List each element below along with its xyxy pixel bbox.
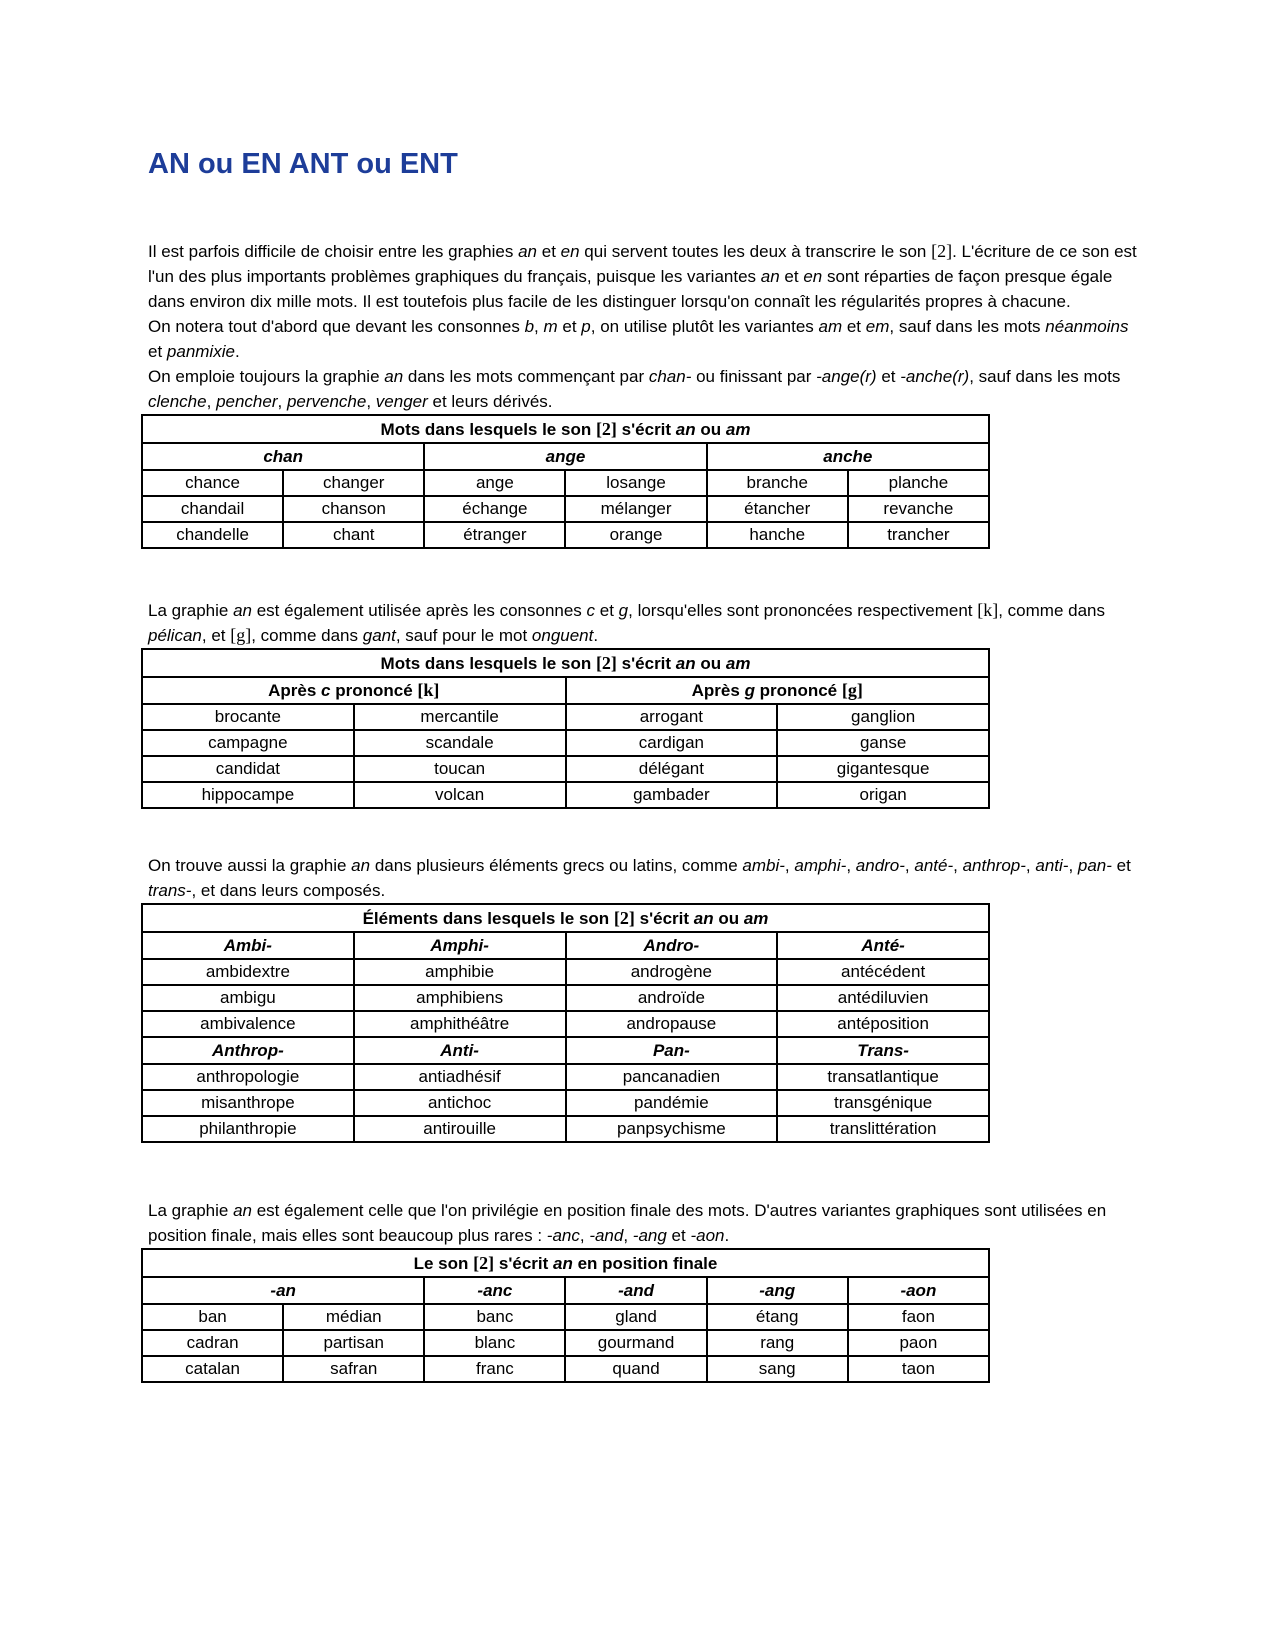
word-cell: ambidextre (142, 959, 354, 985)
word-cell: gambader (566, 782, 778, 808)
data-row (142, 522, 989, 548)
word-cell: antédiluvien (777, 985, 989, 1011)
header-row (142, 443, 989, 470)
italic-text: ange (545, 446, 586, 466)
column-header-cell (848, 1277, 989, 1304)
column-header-cell (566, 932, 778, 959)
word-cell: ambivalence (142, 1011, 354, 1037)
word-cell: cadran (142, 1330, 283, 1356)
text-run: , (277, 392, 287, 411)
text-run: ou (695, 419, 726, 439)
text-run: Le son (413, 1253, 474, 1273)
text-run: et (842, 317, 866, 336)
paragraph-position-finale (148, 1198, 1140, 1248)
italic-text: -anc (477, 1280, 513, 1300)
word-cell: antécédent (777, 959, 989, 985)
column-header-cell (142, 1037, 354, 1064)
italic-text: Anti- (440, 1040, 479, 1060)
italic-text: andro- (855, 856, 905, 875)
word-cell: amphithéâtre (354, 1011, 566, 1037)
italic-text: an (518, 242, 538, 261)
text-run: et (557, 317, 582, 336)
italic-text: -aon (900, 1280, 937, 1300)
data-row (142, 1090, 989, 1116)
italic-text: am (743, 908, 769, 928)
word-cell: antiadhésif (354, 1064, 566, 1090)
word-cell: ban (142, 1304, 283, 1330)
text-run: . L'écriture de ce son est l'un des plus importants problèmes graphiques du français, puisque les variantes (148, 242, 1137, 286)
text-run: Mots dans lesquels le son (380, 419, 596, 439)
word-cell: amphibiens (354, 985, 566, 1011)
text-run: et (148, 342, 167, 361)
header-row (142, 1037, 989, 1064)
italic-text: anthrop- (962, 856, 1026, 875)
table-elements-grecs-latins (141, 903, 990, 1143)
text-run: dans les mots commençant par (403, 367, 649, 386)
text-run: , on utilise plutôt les variantes (590, 317, 819, 336)
column-header-cell (566, 677, 990, 704)
table-mots-chan-ange-anche (141, 414, 990, 549)
word-cell: ganse (777, 730, 989, 756)
word-cell: délégant (566, 756, 778, 782)
phonetic-symbol: [k] (977, 600, 999, 620)
word-cell: translittération (777, 1116, 989, 1142)
phonetic-symbol: [2] (613, 907, 635, 928)
text-run: , (846, 856, 856, 875)
text-run: On notera tout d'abord que devant les consonnes (148, 317, 525, 336)
word-cell: antichoc (354, 1090, 566, 1116)
italic-text: an (693, 908, 714, 928)
italic-text: an (675, 419, 696, 439)
word-cell: anthropologie (142, 1064, 354, 1090)
text-run: Après (268, 681, 322, 700)
italic-text: onguent (531, 626, 594, 645)
word-cell: campagne (142, 730, 354, 756)
italic-text: chan- (648, 367, 692, 386)
word-cell: hanche (707, 522, 848, 548)
text-run: , (366, 392, 376, 411)
text-run: s'écrit (616, 419, 676, 439)
word-cell: rang (707, 1330, 848, 1356)
text-run: , et dans leurs composés. (191, 881, 386, 900)
table-mots-apres-c-g (141, 648, 990, 809)
data-row (142, 704, 989, 730)
italic-text: anti- (1035, 856, 1069, 875)
italic-text: an (233, 1201, 252, 1220)
italic-text: -aon (690, 1226, 725, 1245)
word-cell: revanche (848, 496, 989, 522)
text-run: ou finissant par (691, 367, 817, 386)
word-cell: quand (565, 1356, 706, 1382)
text-run: prononcé (754, 681, 842, 700)
italic-text: an (553, 1253, 573, 1273)
italic-text: pan- (1077, 856, 1112, 875)
text-run: , sauf dans les mots (969, 367, 1121, 386)
italic-text: am (725, 419, 751, 439)
text-run: est également celle que l'on privilégie en position finale des mots. D'autres variantes graphiques sont utilisées en position finale, mais elles sont beaucoup plus rares : (148, 1201, 1107, 1245)
italic-text: ambi- (742, 856, 785, 875)
word-cell: changer (283, 470, 424, 496)
italic-text: an (760, 267, 780, 286)
word-cell: antirouille (354, 1116, 566, 1142)
word-cell: étancher (707, 496, 848, 522)
header-row (142, 932, 989, 959)
word-cell: pancanadien (566, 1064, 778, 1090)
word-cell: échange (424, 496, 565, 522)
italic-text: gant (362, 626, 396, 645)
data-row (142, 1116, 989, 1142)
column-header-cell (424, 1277, 565, 1304)
text-run: s'écrit (634, 908, 694, 928)
word-cell: philanthropie (142, 1116, 354, 1142)
text-run: sont réparties de façon presque égale dans environ dix mille mots. Il est toutefois plus facile de les distinguer lorsqu'on connaît les régularités propres à chacune. (148, 267, 1113, 311)
word-cell: androgène (566, 959, 778, 985)
italic-text: g (618, 601, 629, 620)
italic-text: -ang (632, 1226, 667, 1245)
data-row (142, 1356, 989, 1382)
column-header-cell (424, 443, 706, 470)
italic-text: pencher (216, 392, 278, 411)
column-header-cell (142, 677, 566, 704)
text-run: , comme dans (998, 601, 1105, 620)
word-cell: mélanger (565, 496, 706, 522)
text-run: On emploie toujours la graphie (148, 367, 385, 386)
word-cell: paon (848, 1330, 989, 1356)
phonetic-symbol: [2] (473, 1252, 495, 1273)
italic-text: c (321, 681, 331, 700)
word-cell: chanson (283, 496, 424, 522)
italic-text: -an (270, 1280, 296, 1300)
word-cell: misanthrope (142, 1090, 354, 1116)
column-header-cell (142, 1277, 424, 1304)
italic-text: néanmoins (1045, 317, 1129, 336)
word-cell: planche (848, 470, 989, 496)
text-run: . (593, 626, 599, 645)
word-cell: médian (283, 1304, 424, 1330)
phonetic-symbol: [g] (841, 680, 863, 700)
column-header-cell (142, 443, 424, 470)
text-run: . (234, 342, 240, 361)
word-cell: branche (707, 470, 848, 496)
page-title: AN ou EN ANT ou ENT (148, 148, 458, 180)
title-row (142, 904, 989, 932)
word-cell: losange (565, 470, 706, 496)
data-row (142, 496, 989, 522)
text-run: ou (713, 908, 744, 928)
word-cell: volcan (354, 782, 566, 808)
text-run: On trouve aussi la graphie (148, 856, 352, 875)
italic-text: -ange(r) (816, 367, 877, 386)
word-cell: orange (565, 522, 706, 548)
text-run: dans plusieurs éléments grecs ou latins, comme (370, 856, 743, 875)
word-cell: amphibie (354, 959, 566, 985)
text-run: . (724, 1226, 730, 1245)
word-cell: transatlantique (777, 1064, 989, 1090)
title-row (142, 1249, 989, 1277)
italic-text: Anté- (861, 935, 905, 955)
italic-text: Ambi- (223, 935, 272, 955)
italic-text: Pan- (652, 1040, 690, 1060)
italic-text: -and (589, 1226, 624, 1245)
text-run: et (537, 242, 561, 261)
column-header-cell (566, 1037, 778, 1064)
column-header-cell (777, 932, 989, 959)
data-row (142, 985, 989, 1011)
word-cell: ganglion (777, 704, 989, 730)
word-cell: gourmand (565, 1330, 706, 1356)
text-run: , (623, 1226, 633, 1245)
text-run: , (534, 317, 544, 336)
italic-text: m (543, 317, 558, 336)
italic-text: an (675, 653, 696, 673)
text-run: qui servent toutes les deux à transcrire le son (579, 242, 932, 261)
word-cell: trancher (848, 522, 989, 548)
word-cell: ange (424, 470, 565, 496)
text-run: , (1025, 856, 1036, 875)
italic-text: anté- (914, 856, 954, 875)
data-row (142, 1304, 989, 1330)
text-run: prononcé (330, 681, 418, 700)
text-run: , comme dans (251, 626, 363, 645)
text-run: et leurs dérivés. (427, 392, 553, 411)
text-run: Mots dans lesquels le son (380, 653, 596, 673)
text-run: , lorsqu'elles sont prononcées respectivement (628, 601, 978, 620)
text-run: , (953, 856, 963, 875)
header-row (142, 1277, 989, 1304)
word-cell: hippocampe (142, 782, 354, 808)
italic-text: Andro- (643, 935, 700, 955)
italic-text: pervenche (286, 392, 367, 411)
word-cell: origan (777, 782, 989, 808)
word-cell: franc (424, 1356, 565, 1382)
table-title-cell (142, 904, 989, 932)
data-row (142, 470, 989, 496)
word-cell: ambigu (142, 985, 354, 1011)
italic-text: en (803, 267, 823, 286)
paragraph-chan-ange-anche (148, 364, 1140, 414)
word-cell: scandale (354, 730, 566, 756)
italic-text: an (233, 601, 252, 620)
column-header-cell (707, 1277, 848, 1304)
italic-text: em (865, 317, 890, 336)
italic-text: trans- (148, 881, 192, 900)
italic-text: an (351, 856, 371, 875)
word-cell: sang (707, 1356, 848, 1382)
column-header-cell (142, 932, 354, 959)
text-run: en position finale (572, 1253, 718, 1273)
phonetic-symbol: [2] (931, 241, 953, 261)
word-cell: antéposition (777, 1011, 989, 1037)
italic-text: -anc (546, 1226, 580, 1245)
table-title-cell (142, 649, 989, 677)
text-run: et (595, 601, 619, 620)
phonetic-symbol: [2] (595, 652, 617, 673)
text-run: , sauf dans les mots (889, 317, 1046, 336)
text-run: et (779, 267, 804, 286)
italic-text: amphi- (794, 856, 847, 875)
data-row (142, 782, 989, 808)
data-row (142, 730, 989, 756)
italic-text: g (744, 681, 755, 700)
word-cell: catalan (142, 1356, 283, 1382)
data-row (142, 756, 989, 782)
word-cell: candidat (142, 756, 354, 782)
italic-text: -anche(r) (900, 367, 970, 386)
word-cell: arrogant (566, 704, 778, 730)
paragraph-apres-c-g (148, 598, 1140, 648)
word-cell: chant (283, 522, 424, 548)
italic-text: anche (823, 446, 873, 466)
text-run: , sauf pour le mot (395, 626, 532, 645)
text-run: , et (201, 626, 231, 645)
italic-text: pélican (148, 626, 202, 645)
italic-text: venger (375, 392, 428, 411)
text-run: ou (695, 653, 726, 673)
italic-text: -ang (759, 1280, 796, 1300)
text-run: , (904, 856, 915, 875)
italic-text: c (586, 601, 596, 620)
data-row (142, 1011, 989, 1037)
data-row (142, 1330, 989, 1356)
phonetic-symbol: [2] (595, 418, 617, 439)
text-run: est également utilisée après les consonnes (252, 601, 587, 620)
italic-text: am (725, 653, 751, 673)
text-run: , (579, 1226, 590, 1245)
italic-text: panmixie (166, 342, 235, 361)
word-cell: panpsychisme (566, 1116, 778, 1142)
word-cell: faon (848, 1304, 989, 1330)
text-run: s'écrit (494, 1253, 553, 1273)
italic-text: clenche (148, 392, 207, 411)
word-cell: blanc (424, 1330, 565, 1356)
word-cell: gigantesque (777, 756, 989, 782)
text-run: Il est parfois difficile de choisir entre les graphies (148, 242, 519, 261)
text-run: et (666, 1226, 691, 1245)
italic-text: Trans- (857, 1040, 909, 1060)
word-cell: chandelle (142, 522, 283, 548)
word-cell: étang (707, 1304, 848, 1330)
italic-text: p (581, 317, 591, 336)
word-cell: cardigan (566, 730, 778, 756)
text-run: La graphie (148, 1201, 234, 1220)
word-cell: pandémie (566, 1090, 778, 1116)
word-cell: chance (142, 470, 283, 496)
text-run: , (784, 856, 795, 875)
text-run: Après (691, 681, 745, 700)
word-cell: chandail (142, 496, 283, 522)
italic-text: Anthrop- (211, 1040, 284, 1060)
column-header-cell (707, 443, 989, 470)
phonetic-symbol: [g] (230, 625, 252, 645)
word-cell: banc (424, 1304, 565, 1330)
italic-text: b (524, 317, 535, 336)
column-header-cell (777, 1037, 989, 1064)
word-cell: androïde (566, 985, 778, 1011)
italic-text: chan (263, 446, 303, 466)
italic-text: en (560, 242, 580, 261)
italic-text: -and (618, 1280, 654, 1300)
text-run: Éléments dans lesquels le son (362, 908, 614, 928)
italic-text: an (384, 367, 404, 386)
text-run: et (876, 367, 901, 386)
word-cell: toucan (354, 756, 566, 782)
text-run: , (1068, 856, 1078, 875)
italic-text: am (818, 317, 843, 336)
phonetic-symbol: [k] (417, 680, 440, 700)
word-cell: andropause (566, 1011, 778, 1037)
intro-paragraph (148, 239, 1140, 314)
paragraph-elements-grecs-latins (148, 853, 1140, 903)
text-run: s'écrit (616, 653, 676, 673)
table-title-cell (142, 415, 989, 443)
title-row (142, 415, 989, 443)
italic-text: Amphi- (430, 935, 489, 955)
text-run: , (206, 392, 217, 411)
word-cell: étranger (424, 522, 565, 548)
word-cell: transgénique (777, 1090, 989, 1116)
column-header-cell (565, 1277, 706, 1304)
title-row (142, 649, 989, 677)
table-title-cell (142, 1249, 989, 1277)
word-cell: partisan (283, 1330, 424, 1356)
word-cell: taon (848, 1356, 989, 1382)
text-run: La graphie (148, 601, 234, 620)
word-cell: mercantile (354, 704, 566, 730)
column-header-cell (354, 1037, 566, 1064)
paragraph-am-em (148, 314, 1140, 364)
word-cell: brocante (142, 704, 354, 730)
text-run: et (1111, 856, 1131, 875)
data-row (142, 959, 989, 985)
word-cell: gland (565, 1304, 706, 1330)
table-position-finale (141, 1248, 990, 1383)
word-cell: safran (283, 1356, 424, 1382)
column-header-cell (354, 932, 566, 959)
header-row (142, 677, 989, 704)
data-row (142, 1064, 989, 1090)
